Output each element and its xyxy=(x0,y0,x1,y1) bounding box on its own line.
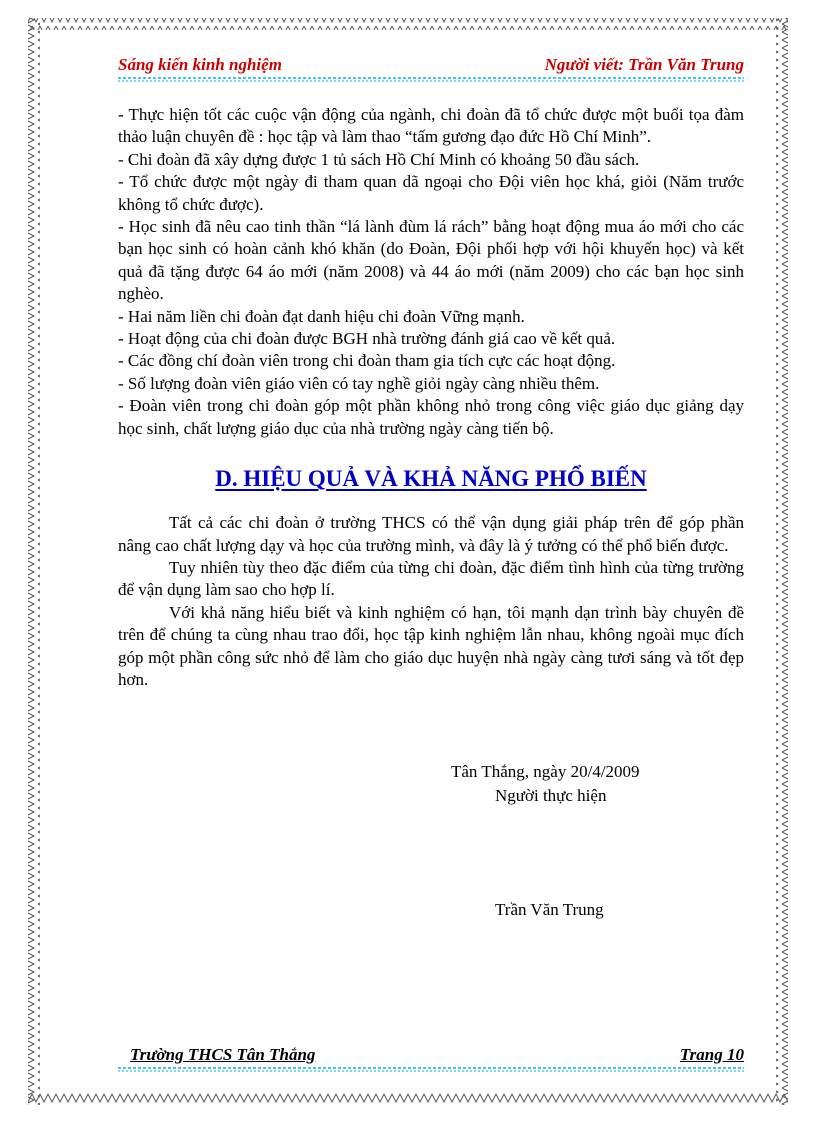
document-body xyxy=(118,104,744,691)
section-heading: D. HIỆU QUẢ VÀ KHẢ NĂNG PHỔ BIẾN xyxy=(215,466,647,492)
page-footer xyxy=(130,1045,744,1067)
bullet-item: - Đoàn viên trong chi đoàn góp một phần không nhỏ trong công việc giáo dục giảng dạy học sinh, chất lượng giáo dục của nhà trường ngày càng tiến bộ. xyxy=(118,396,744,438)
footer-page-number: Trang 10 xyxy=(679,1045,744,1064)
header-rule xyxy=(118,76,744,82)
bullet-item: - Hai năm liền chi đoàn đạt danh hiệu chi đoàn Vững mạnh. xyxy=(118,306,525,326)
header-author: Người viết: Trần Văn Trung xyxy=(544,55,744,74)
bullet-item: - Chi đoàn đã xây dựng được 1 tủ sách Hồ Chí Minh có khoảng 50 đầu sách. xyxy=(118,149,640,169)
paragraph: Tuy nhiên tùy theo đặc điểm của từng chi đoàn, đặc điểm tình hình của từng trường để vận dụng làm sao cho hợp lí. xyxy=(118,557,744,600)
bullet-item: - Số lượng đoàn viên giáo viên có tay nghề giỏi ngày càng nhiều thêm. xyxy=(118,373,600,393)
signature-role: Người thực hiện xyxy=(495,786,607,805)
bullet-item: - Học sinh đã nêu cao tinh thần “lá lành đùm lá rách” bằng hoạt động mua áo mới cho các bạn học sinh có hoàn cảnh khó khăn (do Đoàn, Đội phối hợp với hội khuyến học) và kết quả đã tặng được 64 áo mới (năm 2008) và 44 áo mới (năm 2009) cho các bạn học sinh nghèo. xyxy=(118,217,744,304)
page-header xyxy=(118,55,744,77)
bullet-item: - Thực hiện tốt các cuộc vận động của ngành, chi đoàn đã tổ chức được một buổi tọa đàm thảo luận chuyên đề : học tập và làm thao “tấm gương đạo đức Hồ Chí Minh”. xyxy=(118,105,744,147)
header-title: Sáng kiến kinh nghiệm xyxy=(118,55,282,74)
signature-name: Trần Văn Trung xyxy=(495,900,604,919)
bullet-item: - Tổ chức được một ngày đi tham quan dã ngoại cho Đội viên học khá, giỏi (Năm trước không tổ chức được). xyxy=(118,172,744,214)
footer-rule xyxy=(118,1066,744,1072)
signature-place-date: Tân Thắng, ngày 20/4/2009 xyxy=(451,762,640,781)
paragraph: Tất cả các chi đoàn ở trường THCS có thể vận dụng giải pháp trên để góp phần nâng cao chất lượng dạy và học của trường mình, và đây là ý tưởng có thể phổ biến được. xyxy=(118,513,744,555)
bullet-item: - Các đồng chí đoàn viên trong chi đoàn tham gia tích cực các hoạt động. xyxy=(118,351,616,371)
paragraph: Với khả năng hiểu biết và kinh nghiệm có hạn, tôi mạnh dạn trình bày chuyên đề trên để chúng ta cùng nhau trao đổi, học tập kinh nghiệm lẫn nhau, không ngoài mục đích góp một phần công sức nhỏ để làm cho giáo dục huyện nhà ngày càng tươi sáng và tốt đẹp hơn. xyxy=(118,602,744,689)
footer-school: Trường THCS Tân Thắng xyxy=(130,1045,316,1064)
bullet-item: - Hoạt động của chi đoàn được BGH nhà trường đánh giá cao về kết quả. xyxy=(118,329,616,349)
